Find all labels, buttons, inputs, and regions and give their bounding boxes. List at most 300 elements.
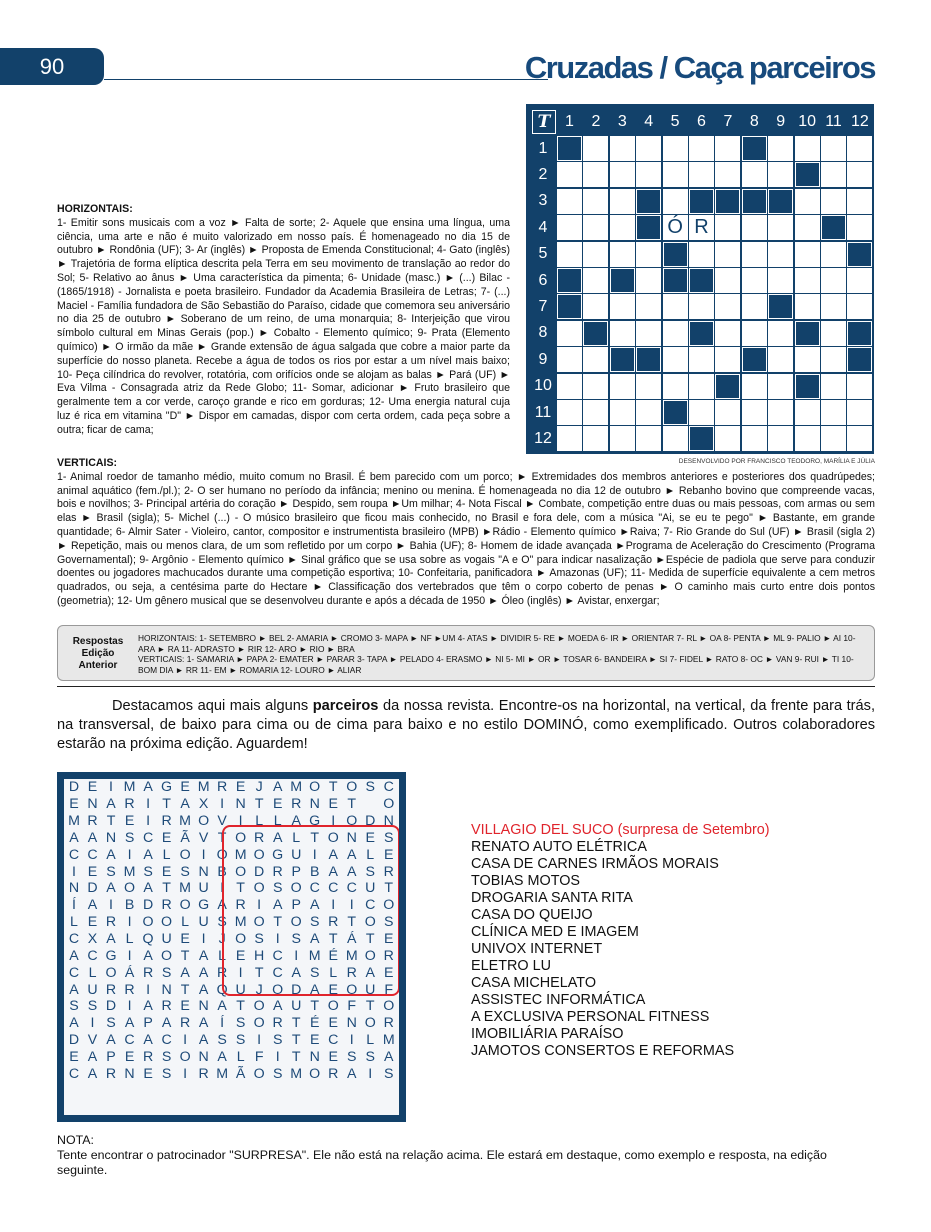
- wordsearch-letter[interactable]: A: [272, 998, 283, 1015]
- wordsearch-letter[interactable]: L: [292, 829, 301, 846]
- wordsearch-letter[interactable]: M: [68, 813, 80, 830]
- wordsearch-letter[interactable]: A: [198, 981, 209, 998]
- wordsearch-letter[interactable]: F: [347, 998, 357, 1015]
- crossword-cell[interactable]: [583, 400, 608, 425]
- crossword-cell[interactable]: [583, 374, 608, 399]
- wordsearch-letter[interactable]: H: [254, 947, 265, 964]
- wordsearch-letter[interactable]: S: [217, 914, 227, 931]
- wordsearch-letter[interactable]: E: [328, 1015, 338, 1032]
- crossword-cell[interactable]: [583, 215, 608, 240]
- wordsearch-letter[interactable]: E: [161, 863, 172, 880]
- wordsearch-letter[interactable]: É: [328, 947, 338, 964]
- crossword-cell[interactable]: [715, 242, 740, 267]
- wordsearch-letter[interactable]: A: [106, 1032, 116, 1049]
- crossword-cell[interactable]: [795, 400, 820, 425]
- wordsearch-letter[interactable]: M: [123, 863, 136, 880]
- crossword-cell[interactable]: [821, 268, 846, 293]
- wordsearch-letter[interactable]: A: [365, 964, 375, 981]
- wordsearch-letter[interactable]: O: [309, 1065, 321, 1082]
- wordsearch-letter[interactable]: S: [365, 863, 375, 880]
- wordsearch-letter[interactable]: I: [220, 796, 225, 813]
- crossword-cell[interactable]: [610, 374, 635, 399]
- wordsearch-letter[interactable]: L: [255, 813, 264, 830]
- wordsearch-letter[interactable]: S: [161, 1048, 172, 1065]
- wordsearch-letter[interactable]: C: [272, 964, 283, 981]
- wordsearch-letter[interactable]: I: [90, 1015, 95, 1032]
- crossword-cell[interactable]: [821, 426, 846, 451]
- crossword-cell[interactable]: [847, 426, 872, 451]
- wordsearch-letter[interactable]: I: [109, 779, 113, 796]
- crossword-cell[interactable]: [742, 426, 767, 451]
- crossword-cell[interactable]: [583, 347, 608, 372]
- crossword-cell[interactable]: [557, 242, 582, 267]
- wordsearch-letter[interactable]: R: [383, 1015, 394, 1032]
- wordsearch-letter[interactable]: O: [383, 998, 395, 1015]
- wordsearch-letter[interactable]: R: [105, 914, 117, 931]
- crossword-cell[interactable]: [768, 374, 793, 399]
- wordsearch-letter[interactable]: A: [328, 863, 338, 880]
- wordsearch-letter[interactable]: T: [328, 931, 338, 948]
- wordsearch-letter[interactable]: R: [161, 813, 172, 830]
- wordsearch-letter[interactable]: U: [291, 998, 302, 1015]
- crossword-cell[interactable]: [795, 268, 820, 293]
- wordsearch-letter[interactable]: R: [272, 863, 283, 880]
- wordsearch-letter[interactable]: I: [201, 846, 206, 863]
- wordsearch-letter[interactable]: S: [347, 1048, 357, 1065]
- wordsearch-letter[interactable]: N: [105, 829, 117, 846]
- wordsearch-letter[interactable]: O: [346, 779, 358, 796]
- wordsearch-letter[interactable]: I: [127, 846, 132, 863]
- wordsearch-letter[interactable]: I: [275, 931, 280, 948]
- wordsearch-letter[interactable]: R: [383, 863, 394, 880]
- wordsearch-letter[interactable]: R: [328, 914, 339, 931]
- wordsearch-letter[interactable]: J: [218, 931, 226, 948]
- wordsearch-letter[interactable]: R: [235, 897, 246, 914]
- wordsearch-letter[interactable]: N: [161, 981, 172, 998]
- crossword-cell[interactable]: [557, 189, 582, 214]
- wordsearch-letter[interactable]: I: [257, 897, 262, 914]
- wordsearch-letter[interactable]: A: [87, 829, 98, 846]
- wordsearch-letter[interactable]: C: [383, 779, 394, 796]
- wordsearch-letter[interactable]: E: [365, 829, 375, 846]
- wordsearch-letter[interactable]: S: [124, 829, 135, 846]
- wordsearch-letter[interactable]: V: [217, 813, 227, 830]
- wordsearch-letter[interactable]: O: [253, 1015, 265, 1032]
- wordsearch-letter[interactable]: E: [384, 846, 394, 863]
- wordsearch-letter[interactable]: O: [346, 981, 358, 998]
- crossword-cell[interactable]: [636, 294, 661, 319]
- wordsearch-letter[interactable]: O: [161, 947, 173, 964]
- wordsearch-letter[interactable]: T: [180, 981, 190, 998]
- wordsearch-letter[interactable]: O: [364, 1015, 376, 1032]
- wordsearch-letter[interactable]: E: [235, 779, 246, 796]
- wordsearch-letter[interactable]: O: [179, 1048, 191, 1065]
- wordsearch-letter[interactable]: I: [109, 897, 113, 914]
- crossword-cell[interactable]: [557, 426, 582, 451]
- wordsearch-letter[interactable]: V: [198, 829, 209, 846]
- wordsearch-letter[interactable]: E: [328, 981, 338, 998]
- crossword-cell[interactable]: [821, 321, 846, 346]
- wordsearch-letter[interactable]: A: [143, 998, 153, 1015]
- wordsearch-letter[interactable]: T: [310, 829, 320, 846]
- wordsearch-letter[interactable]: R: [105, 1065, 117, 1082]
- wordsearch-letter[interactable]: R: [346, 964, 357, 981]
- wordsearch-letter[interactable]: I: [368, 1065, 373, 1082]
- wordsearch-letter[interactable]: X: [198, 796, 209, 813]
- wordsearch-letter[interactable]: Ã: [235, 1065, 246, 1082]
- wordsearch-letter[interactable]: R: [142, 1048, 154, 1065]
- wordsearch-letter[interactable]: T: [384, 880, 394, 897]
- wordsearch-letter[interactable]: S: [235, 1032, 246, 1049]
- wordsearch-letter[interactable]: A: [309, 981, 320, 998]
- wordsearch-letter[interactable]: I: [72, 863, 76, 880]
- wordsearch-letter[interactable]: X: [87, 931, 98, 948]
- wordsearch-letter[interactable]: S: [384, 914, 394, 931]
- wordsearch-letter[interactable]: R: [217, 964, 228, 981]
- wordsearch-letter[interactable]: U: [235, 981, 246, 998]
- crossword-cell[interactable]: [636, 242, 661, 267]
- wordsearch-letter[interactable]: L: [125, 931, 134, 948]
- wordsearch-letter[interactable]: D: [142, 897, 154, 914]
- wordsearch-letter[interactable]: T: [273, 914, 282, 931]
- wordsearch-letter[interactable]: O: [327, 829, 339, 846]
- wordsearch-letter[interactable]: T: [347, 796, 357, 813]
- wordsearch-letter[interactable]: A: [309, 931, 320, 948]
- wordsearch-letter[interactable]: E: [124, 1048, 135, 1065]
- wordsearch-letter[interactable]: A: [347, 1065, 357, 1082]
- crossword-cell[interactable]: [821, 347, 846, 372]
- wordsearch-letter[interactable]: C: [161, 1032, 172, 1049]
- crossword-cell[interactable]: [636, 426, 661, 451]
- wordsearch-letter[interactable]: I: [127, 914, 132, 931]
- crossword-cell[interactable]: [689, 162, 714, 187]
- wordsearch-letter[interactable]: T: [217, 829, 227, 846]
- wordsearch-letter[interactable]: F: [254, 1048, 264, 1065]
- wordsearch-letter[interactable]: D: [87, 880, 98, 897]
- wordsearch-letter[interactable]: N: [198, 998, 209, 1015]
- wordsearch-letter[interactable]: S: [87, 998, 98, 1015]
- wordsearch-letter[interactable]: Ã: [180, 829, 190, 846]
- wordsearch-letter[interactable]: E: [180, 779, 190, 796]
- crossword-cell[interactable]: [847, 268, 872, 293]
- wordsearch-letter[interactable]: N: [198, 863, 209, 880]
- wordsearch-letter[interactable]: G: [309, 813, 321, 830]
- wordsearch-letter[interactable]: I: [183, 1032, 188, 1049]
- wordsearch-letter[interactable]: T: [162, 880, 171, 897]
- crossword-cell[interactable]: [636, 136, 661, 161]
- crossword-cell[interactable]: [821, 294, 846, 319]
- wordsearch-letter[interactable]: I: [275, 1048, 280, 1065]
- crossword-cell[interactable]: [742, 321, 767, 346]
- wordsearch-letter[interactable]: T: [236, 880, 245, 897]
- wordsearch-letter[interactable]: A: [106, 846, 116, 863]
- crossword-cell[interactable]: [557, 347, 582, 372]
- wordsearch-letter[interactable]: É: [309, 1015, 320, 1032]
- wordsearch-letter[interactable]: L: [273, 813, 282, 830]
- wordsearch-letter[interactable]: B: [217, 863, 227, 880]
- wordsearch-letter[interactable]: I: [127, 947, 132, 964]
- wordsearch-letter[interactable]: O: [198, 813, 210, 830]
- wordsearch-letter[interactable]: V: [87, 1032, 98, 1049]
- crossword-cell[interactable]: [583, 242, 608, 267]
- wordsearch-letter[interactable]: L: [329, 964, 338, 981]
- wordsearch-letter[interactable]: I: [349, 897, 354, 914]
- wordsearch-letter[interactable]: A: [106, 931, 116, 948]
- wordsearch-letter[interactable]: N: [346, 829, 357, 846]
- wordsearch-letter[interactable]: D: [68, 1032, 80, 1049]
- wordsearch-letter[interactable]: A: [124, 1015, 135, 1032]
- wordsearch-letter[interactable]: M: [179, 813, 191, 830]
- crossword-cell[interactable]: [557, 400, 582, 425]
- wordsearch-letter[interactable]: O: [290, 880, 302, 897]
- wordsearch-letter[interactable]: L: [70, 914, 78, 931]
- wordsearch-letter[interactable]: O: [105, 964, 117, 981]
- crossword-cell[interactable]: [689, 400, 714, 425]
- wordsearch-letter[interactable]: I: [127, 998, 132, 1015]
- wordsearch-letter[interactable]: O: [383, 897, 395, 914]
- crossword-cell[interactable]: [715, 215, 740, 240]
- crossword-cell[interactable]: [715, 400, 740, 425]
- wordsearch-letter[interactable]: O: [235, 931, 247, 948]
- wordsearch-letter[interactable]: S: [384, 1065, 394, 1082]
- crossword-cell[interactable]: [583, 426, 608, 451]
- wordsearch-letter[interactable]: M: [234, 914, 247, 931]
- wordsearch-letter[interactable]: A: [217, 897, 227, 914]
- wordsearch-letter[interactable]: E: [309, 1032, 320, 1049]
- wordsearch-letter[interactable]: O: [383, 796, 395, 813]
- wordsearch-letter[interactable]: T: [291, 1032, 301, 1049]
- wordsearch-letter[interactable]: S: [309, 914, 320, 931]
- wordsearch-letter[interactable]: S: [161, 1065, 172, 1082]
- crossword-cell[interactable]: [583, 136, 608, 161]
- wordsearch-letter[interactable]: L: [366, 846, 375, 863]
- wordsearch-letter[interactable]: P: [143, 1015, 153, 1032]
- wordsearch-letter[interactable]: A: [87, 1065, 98, 1082]
- wordsearch-letter[interactable]: Á: [124, 964, 135, 981]
- wordsearch-letter[interactable]: T: [254, 796, 264, 813]
- wordsearch-letter[interactable]: U: [291, 846, 302, 863]
- wordsearch-letter[interactable]: N: [198, 1048, 209, 1065]
- wordsearch-letter[interactable]: T: [106, 813, 116, 830]
- crossword-cell[interactable]: [583, 268, 608, 293]
- wordsearch-letter[interactable]: A: [272, 897, 283, 914]
- crossword-cell[interactable]: [768, 321, 793, 346]
- wordsearch-letter[interactable]: A: [198, 1015, 209, 1032]
- crossword-cell[interactable]: [583, 294, 608, 319]
- wordsearch-letter[interactable]: C: [68, 931, 80, 948]
- crossword-cell[interactable]: [636, 374, 661, 399]
- wordsearch-letter[interactable]: C: [365, 897, 376, 914]
- crossword-cell[interactable]: [821, 400, 846, 425]
- wordsearch-letter[interactable]: A: [87, 897, 98, 914]
- crossword-cell[interactable]: [610, 400, 635, 425]
- wordsearch-letter[interactable]: C: [346, 880, 357, 897]
- wordsearch-letter[interactable]: O: [253, 914, 265, 931]
- wordsearch-letter[interactable]: A: [143, 846, 153, 863]
- wordsearch-letter[interactable]: M: [216, 1065, 229, 1082]
- wordsearch-letter[interactable]: L: [181, 914, 190, 931]
- crossword-cell[interactable]: [847, 189, 872, 214]
- crossword-cell[interactable]: [742, 400, 767, 425]
- wordsearch-letter[interactable]: S: [235, 1015, 246, 1032]
- wordsearch-letter[interactable]: I: [312, 846, 317, 863]
- wordsearch-letter[interactable]: E: [235, 947, 246, 964]
- crossword-cell[interactable]: [610, 162, 635, 187]
- wordsearch-letter[interactable]: E: [272, 796, 283, 813]
- crossword-cell[interactable]: R: [689, 215, 714, 240]
- wordsearch-letter[interactable]: G: [198, 897, 210, 914]
- wordsearch-letter[interactable]: L: [366, 1032, 375, 1049]
- wordsearch-letter[interactable]: O: [253, 1065, 265, 1082]
- crossword-cell[interactable]: [742, 215, 767, 240]
- wordsearch-letter[interactable]: A: [198, 947, 209, 964]
- wordsearch-letter[interactable]: R: [124, 796, 135, 813]
- wordsearch-letter[interactable]: I: [183, 1065, 188, 1082]
- wordsearch-letter[interactable]: S: [143, 863, 153, 880]
- wordsearch-letter[interactable]: S: [365, 779, 375, 796]
- crossword-cell[interactable]: [847, 136, 872, 161]
- wordsearch-letter[interactable]: T: [180, 947, 190, 964]
- wordsearch-letter[interactable]: U: [198, 914, 209, 931]
- wordsearch-letter[interactable]: N: [235, 796, 246, 813]
- wordsearch-letter[interactable]: A: [198, 1032, 209, 1049]
- crossword-cell[interactable]: [583, 189, 608, 214]
- wordsearch-letter[interactable]: D: [68, 779, 80, 796]
- wordsearch-letter[interactable]: S: [217, 1032, 227, 1049]
- wordsearch-letter[interactable]: O: [272, 981, 284, 998]
- wordsearch-letter[interactable]: M: [308, 947, 321, 964]
- crossword-cell[interactable]: [768, 400, 793, 425]
- crossword-cell[interactable]: [768, 347, 793, 372]
- crossword-cell[interactable]: [610, 215, 635, 240]
- crossword-cell[interactable]: [715, 268, 740, 293]
- wordsearch-letter[interactable]: N: [346, 1015, 357, 1032]
- wordsearch-letter[interactable]: B: [309, 863, 320, 880]
- crossword-cell[interactable]: [610, 426, 635, 451]
- wordsearch-letter[interactable]: S: [106, 1015, 116, 1032]
- wordsearch-letter[interactable]: T: [291, 1048, 301, 1065]
- wordsearch-letter[interactable]: J: [255, 981, 263, 998]
- wordsearch-letter[interactable]: A: [347, 846, 357, 863]
- wordsearch-letter[interactable]: S: [272, 1032, 283, 1049]
- wordsearch-letter[interactable]: E: [69, 1048, 79, 1065]
- wordsearch-letter[interactable]: S: [384, 829, 394, 846]
- wordsearch-letter[interactable]: M: [123, 779, 136, 796]
- wordsearch-letter[interactable]: S: [161, 964, 172, 981]
- crossword-cell[interactable]: [610, 242, 635, 267]
- wordsearch-letter[interactable]: P: [106, 1048, 116, 1065]
- crossword-cell[interactable]: [847, 400, 872, 425]
- wordsearch-letter[interactable]: N: [124, 1065, 135, 1082]
- wordsearch-letter[interactable]: B: [124, 897, 135, 914]
- crossword-cell[interactable]: [795, 215, 820, 240]
- wordsearch-letter[interactable]: L: [88, 964, 97, 981]
- wordsearch-letter[interactable]: O: [161, 914, 173, 931]
- wordsearch-letter[interactable]: M: [179, 880, 191, 897]
- crossword-cell[interactable]: [768, 268, 793, 293]
- wordsearch-letter[interactable]: E: [124, 813, 135, 830]
- wordsearch-letter[interactable]: T: [310, 998, 320, 1015]
- wordsearch-letter[interactable]: A: [106, 796, 116, 813]
- wordsearch-letter[interactable]: G: [272, 846, 284, 863]
- wordsearch-letter[interactable]: A: [106, 880, 116, 897]
- wordsearch-letter[interactable]: O: [309, 779, 321, 796]
- crossword-cell[interactable]: [847, 374, 872, 399]
- crossword-cell[interactable]: [742, 268, 767, 293]
- crossword-cell[interactable]: [715, 136, 740, 161]
- wordsearch-letter[interactable]: A: [347, 863, 357, 880]
- wordsearch-letter[interactable]: S: [69, 998, 79, 1015]
- wordsearch-letter[interactable]: R: [272, 1015, 283, 1032]
- wordsearch-letter[interactable]: R: [87, 813, 98, 830]
- wordsearch-letter[interactable]: F: [384, 981, 394, 998]
- wordsearch-letter[interactable]: I: [294, 947, 299, 964]
- wordsearch-letter[interactable]: R: [254, 829, 265, 846]
- wordsearch-letter[interactable]: M: [382, 1032, 395, 1049]
- wordsearch-letter[interactable]: R: [291, 796, 302, 813]
- wordsearch-letter[interactable]: S: [272, 880, 283, 897]
- wordsearch-letter[interactable]: I: [146, 813, 151, 830]
- wordsearch-letter[interactable]: A: [180, 796, 190, 813]
- wordsearch-letter[interactable]: D: [291, 981, 302, 998]
- wordsearch-letter[interactable]: O: [290, 914, 302, 931]
- wordsearch-letter[interactable]: C: [87, 947, 98, 964]
- wordsearch-letter[interactable]: N: [309, 796, 320, 813]
- wordsearch-letter[interactable]: O: [253, 846, 265, 863]
- crossword-cell[interactable]: [742, 162, 767, 187]
- wordsearch-letter[interactable]: E: [143, 1065, 153, 1082]
- wordsearch-letter[interactable]: P: [291, 863, 301, 880]
- wordsearch-letter[interactable]: I: [146, 796, 151, 813]
- wordsearch-letter[interactable]: M: [234, 846, 247, 863]
- crossword-cell[interactable]: [821, 374, 846, 399]
- wordsearch-letter[interactable]: J: [255, 779, 263, 796]
- wordsearch-letter[interactable]: E: [87, 863, 98, 880]
- wordsearch-letter[interactable]: D: [365, 813, 376, 830]
- wordsearch-letter[interactable]: A: [198, 964, 209, 981]
- wordsearch-letter[interactable]: R: [328, 1065, 339, 1082]
- wordsearch-letter[interactable]: L: [218, 947, 227, 964]
- wordsearch-letter[interactable]: R: [142, 964, 154, 981]
- wordsearch-letter[interactable]: E: [180, 931, 190, 948]
- wordsearch-letter[interactable]: Í: [72, 897, 76, 914]
- crossword-cell[interactable]: [795, 426, 820, 451]
- crossword-cell[interactable]: [768, 215, 793, 240]
- wordsearch-letter[interactable]: T: [365, 931, 375, 948]
- crossword-cell[interactable]: [847, 294, 872, 319]
- wordsearch-letter[interactable]: M: [290, 1065, 303, 1082]
- crossword-cell[interactable]: [663, 426, 688, 451]
- crossword-cell[interactable]: [689, 242, 714, 267]
- wordsearch-letter[interactable]: O: [179, 897, 191, 914]
- wordsearch-letter[interactable]: E: [161, 829, 172, 846]
- crossword-cell[interactable]: Ó: [663, 215, 688, 240]
- wordsearch-letter[interactable]: N: [87, 796, 98, 813]
- wordsearch-letter[interactable]: O: [124, 880, 136, 897]
- crossword-cell[interactable]: [663, 347, 688, 372]
- wordsearch-letter[interactable]: I: [146, 981, 151, 998]
- wordsearch-letter[interactable]: U: [161, 931, 172, 948]
- wordsearch-letter[interactable]: A: [69, 1015, 79, 1032]
- wordsearch-letter[interactable]: O: [364, 947, 376, 964]
- wordsearch-letter[interactable]: E: [384, 931, 394, 948]
- wordsearch-letter[interactable]: I: [331, 897, 336, 914]
- crossword-cell[interactable]: [636, 400, 661, 425]
- crossword-cell[interactable]: [663, 294, 688, 319]
- wordsearch-letter[interactable]: S: [309, 964, 320, 981]
- wordsearch-letter[interactable]: A: [291, 964, 301, 981]
- wordsearch-letter[interactable]: N: [309, 1048, 320, 1065]
